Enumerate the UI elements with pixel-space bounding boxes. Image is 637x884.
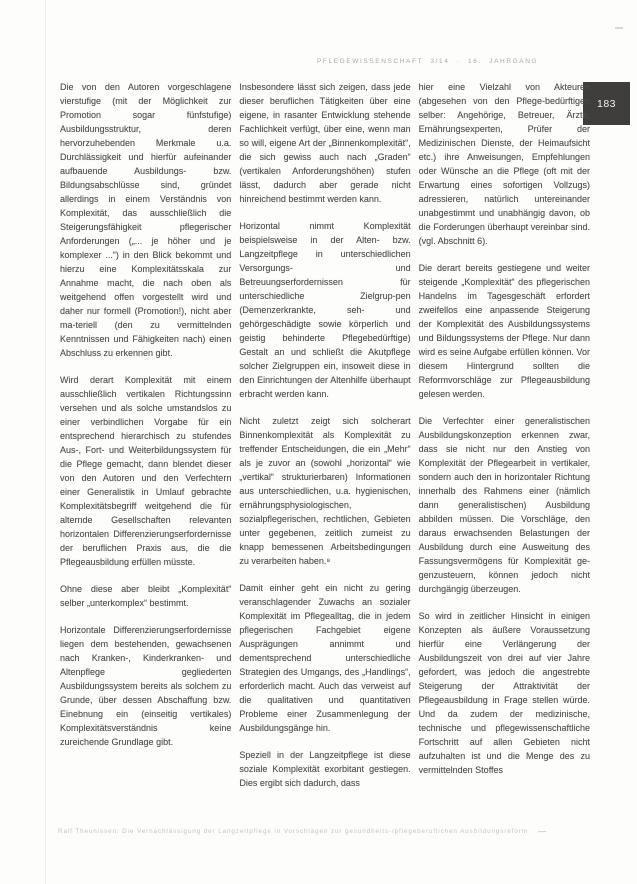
text-column-3 bbox=[419, 80, 590, 832]
paragraph: Wird derart Komplexität mit einem ausschließlich vertikalen Richtungssinn versehen und als solche umstandslos zu einer verbindlichen Vorgabe für ein entsprechend hierarchisch zu stufendes Aus-, Fort- und Weiterbildungssystem für die Pflege gemacht, dann blendet dieser von den Autoren und den Verfechtern einer Generalistik in Umlauf gebrachte Komplexitätsbegriff weitgehend die für alternde Gesellschaften relevanten horizontalen Differenzierungserfordernisse der beruflichen Praxis aus, die die Pflegeausbildung erfüllen müsste. bbox=[60, 375, 232, 567]
footer-running-title: Ralf Theunissen: Die Vernachlässigung der Langzeitpflege in Vorschlägen zur gesundheits-/pflegeberuflichen Ausbildungsreform bbox=[58, 828, 528, 835]
page-number-badge bbox=[583, 82, 630, 125]
text-column-2 bbox=[239, 80, 410, 832]
running-footer bbox=[58, 827, 618, 836]
paragraph: Speziell in der Langzeitpflege ist diese soziale Komplexität exorbitant gestiegen. Dies ergibt sich dadurch, dass bbox=[239, 750, 411, 788]
paragraph: Die derart bereits gestiegene und weiter steigende „Komplexität“ des pflegerischen Handelns im Tagesgeschäft erfordert zweifellos eine anpassende Steigerung der Komplexität des Ausbildungssystems und Bildungssystems der Pflege. Nur dann wird es seine Aufgabe erfüllen können. Vor diesem Hintergrund sollten die Reformvorschläge zur Pflegeausbildung gelesen werden. bbox=[418, 263, 590, 399]
text-column-1 bbox=[60, 80, 231, 832]
journal-header: PFLEGEWISSENSCHAFT 3/14 · 16. JAHRGANG bbox=[317, 58, 539, 65]
paragraph: Ohne diese aber bleibt „Komplexität“ selber „unterkomplex“ bestimmt. bbox=[60, 584, 232, 608]
paragraph: Nicht zuletzt zeigt sich solcherart Binnenkomplexität als Komplexität zu treffender Entscheidungen, die ein „Mehr“ als je zuvor an (sowohl „horizontal“ wie „vertikal“ strukturierbaren) Informationen aus unterschiedlichen, u.a. hygienischen, ernährungsphysiologischen, sozialpflegerischen, rechtlichen, Gebieten unter gegebenen, zeitlich zumeist zu knapp bemessenen Arbeitsbedingungen zu verarbeiten haben.⁹ bbox=[239, 416, 411, 566]
paragraph: Damit einher geht ein nicht zu gering veranschlagender Zuwachs an sozialer Komplexität im Pflegealltag, die in jedem pflegerischen Fachgebiet eigene Ausprägungen annimmt und dementsprechend unterschiedliche Strategien des Umgangs, des „Handlings“, erforderlich macht. Auch das verweist auf die qualitativen und quantitativen Probleme einer Zusammenlegung der Ausbildungsgänge hin. bbox=[239, 583, 411, 733]
paragraph: Horizontal nimmt Komplexität beispielsweise in der Alten- bzw. Langzeitpflege in unterschiedlichen Versorgungs- und Betreuungserfordernissen für unterschiedliche Zielgrup-pen (Demenzerkrankte, seh- und gehörgeschädigte sowie körperlich und geistig behinderte Pflegebedürftige) Gestalt an und schließt die Akutpflege solcher Zielgruppen ein, insoweit diese in den Einrichtungen der Altenhilfe überhaupt erbracht werden kann. bbox=[239, 221, 411, 399]
paragraph: Die Verfechter einer generalistischen Ausbildungskonzeption erkennen zwar, dass sie nicht nur den Anstieg von Komplexität der Pflegearbeit in vertikaler, sondern auch den in horizontaler Richtung innerhalb des Rahmens einer (nämlich dann generalistischen) Ausbildung abbilden müssen. Die Vorschläge, den daraus erwachsenden Belastungen der Ausbildung durch eine Ausweitung des Fassungsvermögens für Komplexität ge-genzusteuern, können jedoch nicht durchgängig überzeugen. bbox=[418, 416, 590, 594]
crop-mark-top-right bbox=[615, 27, 623, 29]
paragraph: Horizontale Differenzierungserfordernisse liegen dem bestehenden, gewachsenen nach Kranken-, Kinderkranken- und Altenpflege gegliederten Ausbildungssystem bereits als solchem zu Grunde, über dessen Abschaffung bzw. Einebnung ein (einseitig vertikales) Komplexitätsverständnis keine zureichende Grundlage gibt. bbox=[60, 625, 232, 747]
footer-end-mark: — bbox=[537, 827, 546, 836]
paragraph: Die von den Autoren vorgeschlagene vierstufige (mit der Möglichkeit zur Promotion sogar fünfstufige) Ausbildungsstruktur, deren hervorzuhebenden Merkmale u.a. Durchlässigkeit und hierfür aufeinander aufbauende Ausbildungs- bzw. Bildungsabschlüsse sind, gründet allerdings in einem Verständnis von Komplexität, das ausschließlich die Steigerungsfähigkeit pflegerischer Anforderungen („... je höher und je komplexer ...“) in den Blick bekommt und hierzu eine Komplexitätsskala zur Annahme macht, die nach oben als weitgehend offen vorgestellt wird und daher nur formell (Promotion!), nicht aber ma-teriell (den zu vermittelnden Kenntnissen und Fähigkeiten nach) einen Abschluss zu erkennen gibt. bbox=[60, 82, 232, 358]
paragraph: hier eine Vielzahl von Akteuren (abgesehen von den Pflege-bedürftigen selber: Angehörige, Betreuer, Ärzte, Ernährungsexperten, Prüfer der Medizinischen Dienste, der Heimaufsicht etc.) ihre Anweisungen, Empfehlungen oder Wünsche an die Pflege (oft mit der Erwartung eines sofortigen Vollzugs) adressieren, natürlich untereinander unabgestimmt und unabhängig davon, ob die Forderungen überhaupt vereinbar sind. (vgl. Abschnitt 6). bbox=[418, 82, 590, 246]
paragraph: Insbesondere lässt sich zeigen, dass jede dieser beruflichen Tätigkeiten über eine eigene, in rasanter Entwicklung stehende Fachlichkeit verfügt, über eine, wenn man so will, eigene Art der „Binnenkomplexität“, die sich gewiss auch nach „Graden“ (vertikalen Anforderungshöhen) stufen lässt, dadurch aber gerade nicht hinreichend bestimmt werden kann. bbox=[239, 82, 411, 204]
page-number: 183 bbox=[596, 97, 617, 110]
article-body bbox=[60, 80, 590, 832]
paragraph: So wird in zeitlicher Hinsicht in einigen Konzepten als äußere Voraussetzung hierfür eine Verlängerung der Ausbildungszeit von drei auf vier Jahre gefordert, was jedoch die angestrebte Steigerung der Attraktivität der Pflegeausbildung in Frage stellen würde. Und da zudem der medizinische, technische und pflegewissenschaftliche Fortschritt auf allen Gebieten nicht aufzuhalten ist und die Menge des zu vermittelnden Stoffes bbox=[418, 611, 590, 775]
page-edge-shadow bbox=[45, 0, 46, 884]
